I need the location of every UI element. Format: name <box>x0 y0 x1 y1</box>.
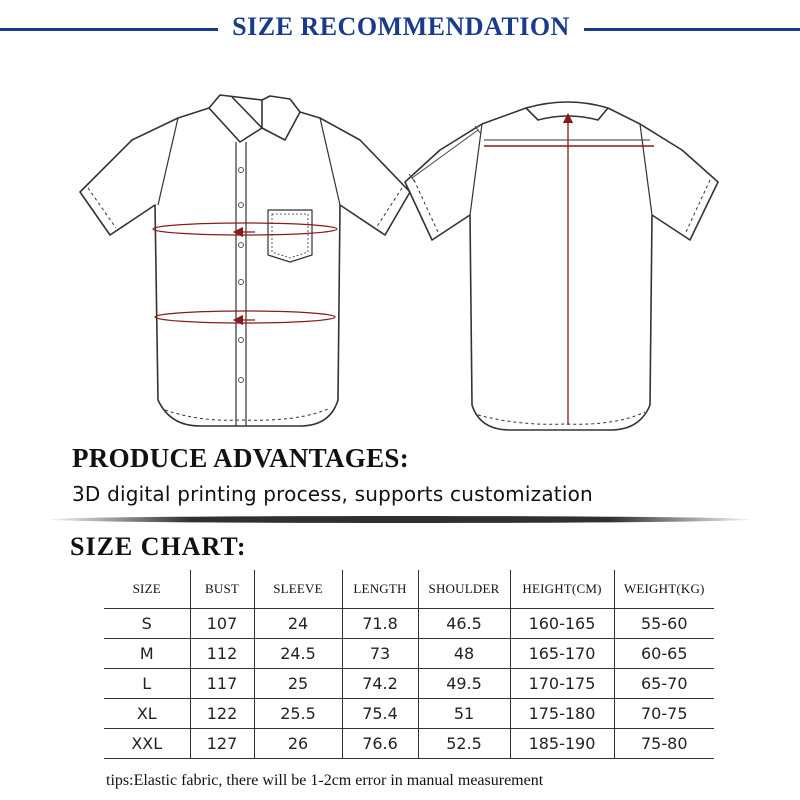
table-cell: 52.5 <box>418 729 510 759</box>
table-cell: 74.2 <box>342 669 418 699</box>
table-cell: S <box>104 609 190 639</box>
table-cell: 127 <box>190 729 254 759</box>
table-row <box>104 699 714 729</box>
header-rule-right <box>584 28 800 31</box>
shirt-back-icon <box>405 102 718 430</box>
table-row <box>104 609 714 639</box>
table-cell: 60-65 <box>614 639 714 669</box>
table-cell: 117 <box>190 669 254 699</box>
table-cell: L <box>104 669 190 699</box>
table-cell: 71.8 <box>342 609 418 639</box>
page-title: SIZE RECOMMENDATION <box>232 12 570 41</box>
table-cell: 75.4 <box>342 699 418 729</box>
table-cell: 122 <box>190 699 254 729</box>
column-header: SLEEVE <box>254 570 342 609</box>
tips-note: tips:Elastic fabric, there will be 1-2cm error in manual measurement <box>106 772 544 789</box>
column-header: HEIGHT(CM) <box>510 570 614 609</box>
advantages-text: 3D digital printing process, supports customization <box>72 482 593 506</box>
shirt-front-icon <box>80 95 410 426</box>
page-header <box>0 6 800 50</box>
advantages-title: PRODUCE ADVANTAGES: <box>72 443 409 473</box>
table-cell: 75-80 <box>614 729 714 759</box>
header-rule-left <box>0 28 218 31</box>
table-cell: 48 <box>418 639 510 669</box>
column-header: SIZE <box>104 570 190 609</box>
column-header: WEIGHT(KG) <box>623 581 705 596</box>
table-cell: XXL <box>104 729 190 759</box>
table-cell: 185-190 <box>510 729 614 759</box>
table-cell: 25.5 <box>254 699 342 729</box>
table-cell: 24.5 <box>254 639 342 669</box>
table-cell: 65-70 <box>614 669 714 699</box>
column-header: BUST <box>190 570 254 609</box>
table-cell: 26 <box>254 729 342 759</box>
table-cell: 76.6 <box>342 729 418 759</box>
table-cell: 165-170 <box>510 639 614 669</box>
table-cell: M <box>104 639 190 669</box>
column-header: LENGTH <box>342 570 418 609</box>
table-cell: 49.5 <box>418 669 510 699</box>
size-chart-table <box>104 570 714 759</box>
table-cell: 46.5 <box>418 609 510 639</box>
shirt-illustration <box>0 80 800 440</box>
table-cell: XL <box>104 699 190 729</box>
section-divider <box>50 516 750 523</box>
table-cell: 73 <box>342 639 418 669</box>
table-cell: 55-60 <box>614 609 714 639</box>
table-row <box>104 639 714 669</box>
table-cell: 160-165 <box>510 609 614 639</box>
table-cell: 107 <box>190 609 254 639</box>
table-cell: 112 <box>190 639 254 669</box>
table-cell: 170-175 <box>510 669 614 699</box>
table-cell: 24 <box>254 609 342 639</box>
table-header-row <box>104 570 714 609</box>
table-cell: 70-75 <box>614 699 714 729</box>
table-cell: 175-180 <box>510 699 614 729</box>
table-row <box>104 669 714 699</box>
size-chart-title: SIZE CHART: <box>70 532 247 561</box>
table-cell: 51 <box>418 699 510 729</box>
table-cell: 25 <box>254 669 342 699</box>
table-row <box>104 729 714 759</box>
column-header: SHOULDER <box>418 570 510 609</box>
